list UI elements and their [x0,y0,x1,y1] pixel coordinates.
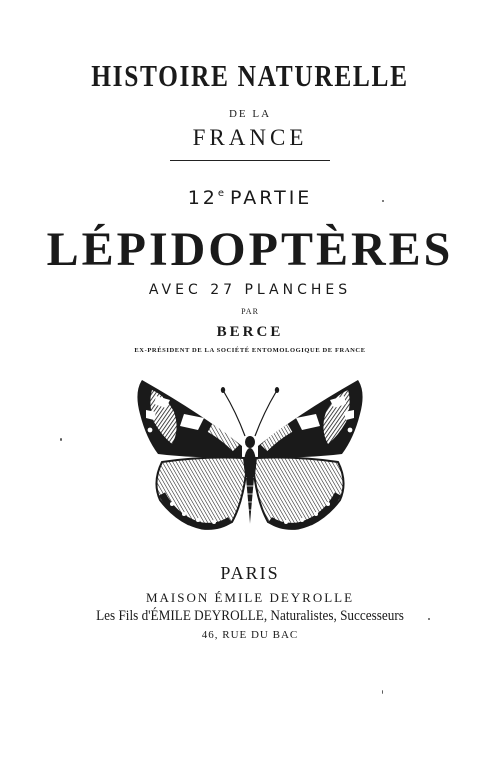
publisher-house: MAISON ÉMILE DEYROLLE [145,590,355,605]
series-title-country: FRANCE [192,125,308,150]
part-label: PARTIE [230,187,313,209]
butterfly-engraving [132,374,368,538]
author-name: BERCE [216,324,284,340]
series-title-connector: DE LA [228,108,272,120]
part-number-suffix: e [217,188,225,199]
part-heading [0,189,500,208]
paper-speck [60,438,62,441]
publisher-address: 46, RUE DU BAC [201,629,299,641]
part-number: 12 [187,187,218,209]
plates-line: AVEC 27 PLANCHES [148,282,352,298]
by-label: PAR [241,307,259,316]
paper-speck [382,200,384,202]
title-divider [170,160,330,161]
publisher-city: PARIS [220,563,280,583]
author-role: EX-PRÉSIDENT DE LA SOCIÉTÉ ENTOMOLOGIQUE DE FRANCE [134,347,366,354]
volume-subject: LÉPIDOPTÈRES [46,223,454,276]
series-title: HISTOIRE NATURELLE [91,58,409,93]
paper-speck [382,690,383,694]
paper-speck [428,618,430,620]
publisher-successors: Les Fils d'ÉMILE DEYROLLE, Naturalistes, Successeurs [96,608,404,624]
